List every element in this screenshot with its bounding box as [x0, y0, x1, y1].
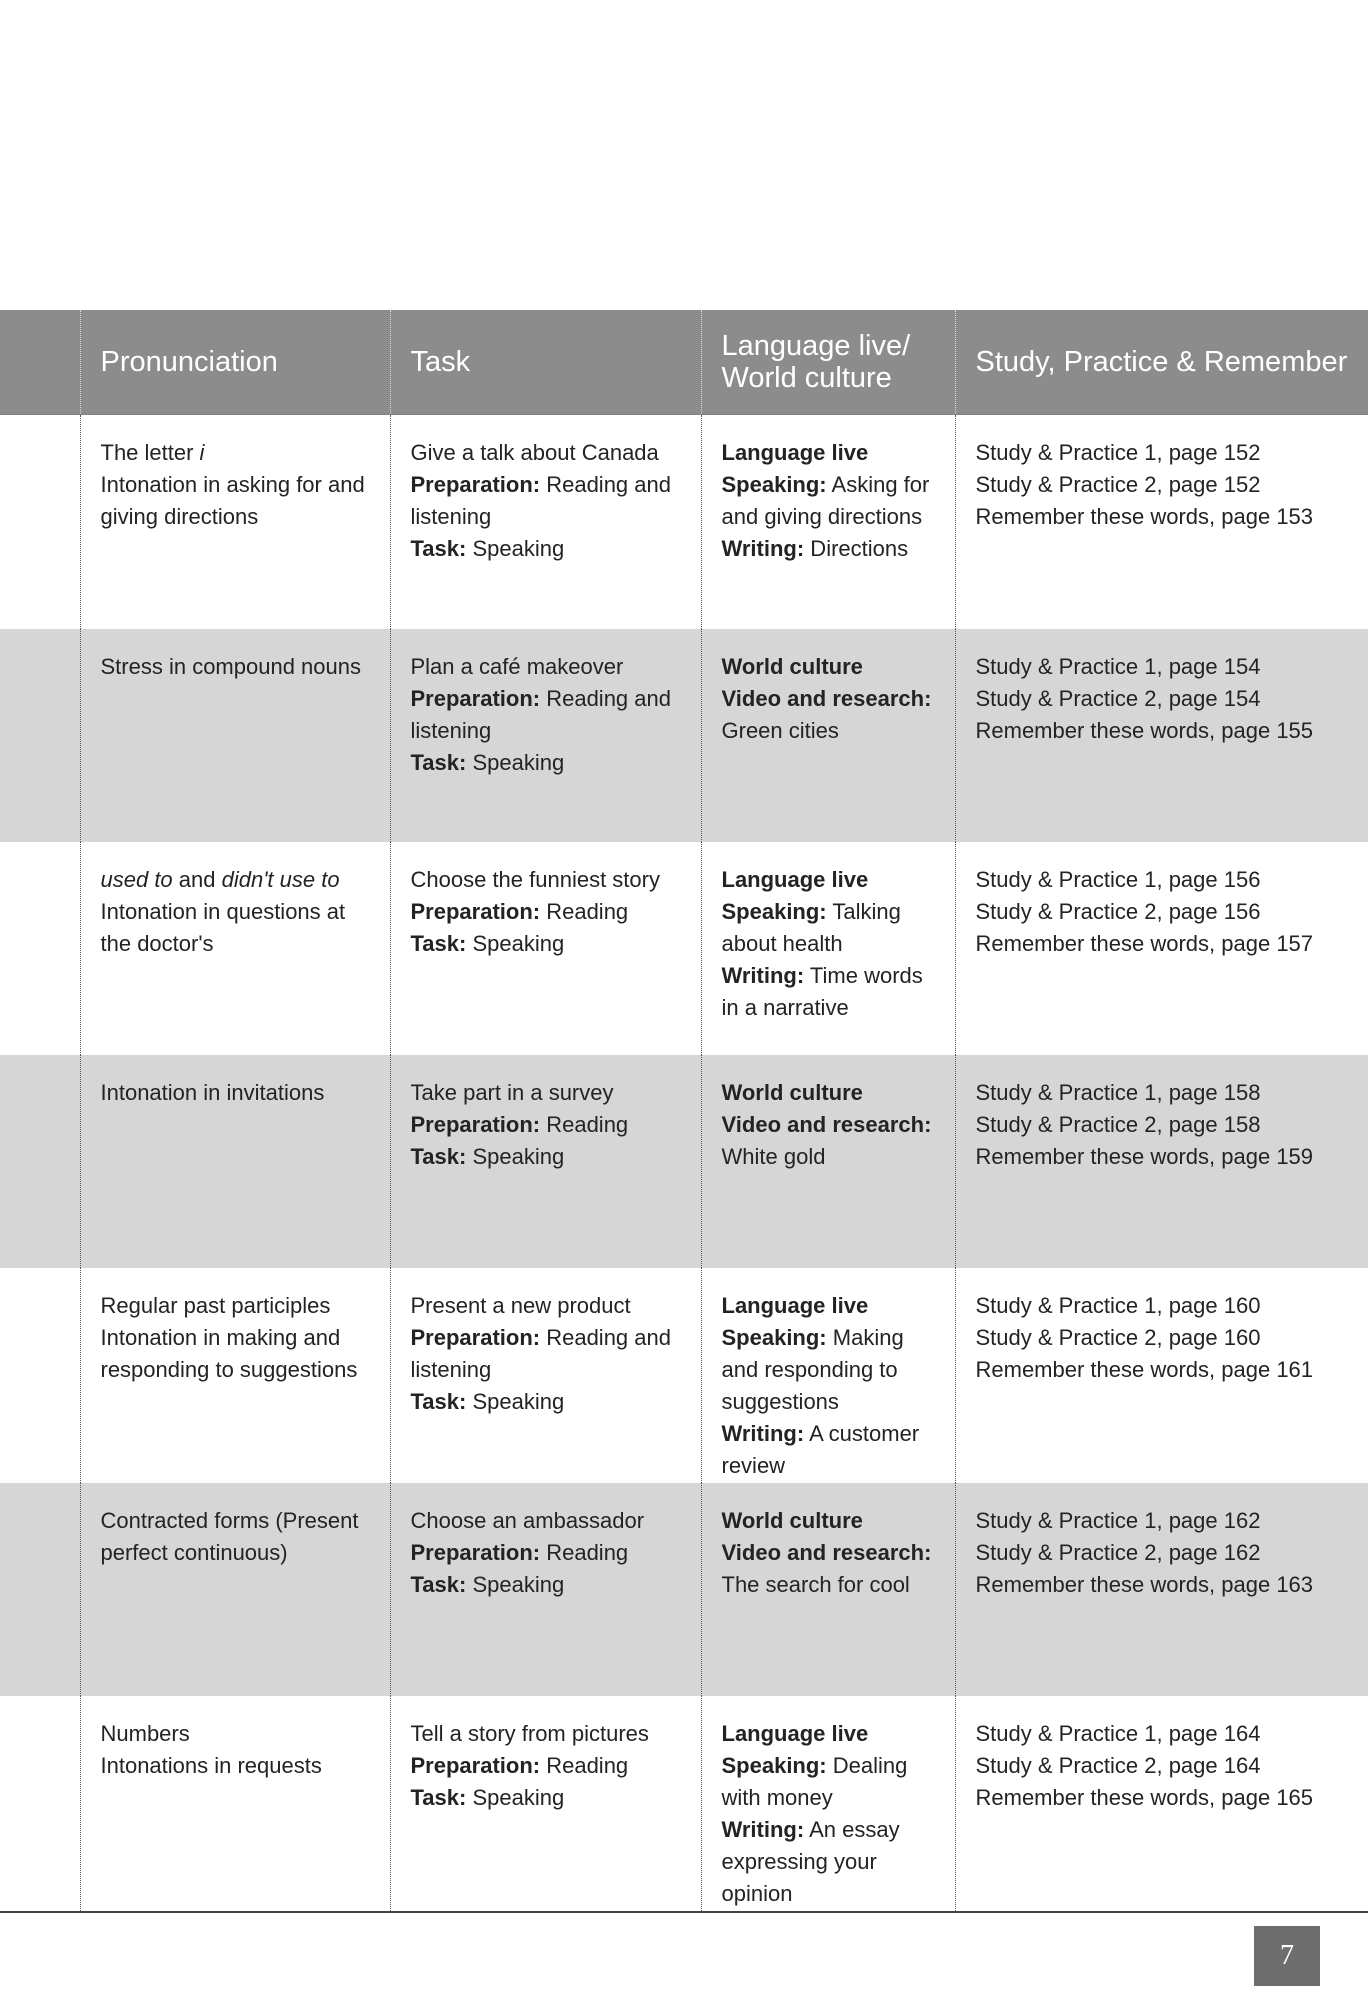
cell-line	[101, 437, 380, 469]
text-run: Preparation:	[410, 1111, 541, 1137]
text-run: Video and research:	[721, 685, 932, 711]
header-language-live-line2: World culture	[721, 362, 892, 394]
cell-line	[722, 1718, 945, 1750]
text-run: Writing:	[721, 1816, 805, 1842]
cell-line	[411, 533, 691, 565]
cell-line	[101, 864, 380, 896]
language-cell	[701, 1055, 955, 1268]
cell-line	[722, 1109, 945, 1173]
table-body	[0, 415, 1368, 1912]
study-reference: Study & Practice 1, page 162	[975, 1507, 1261, 1533]
study-reference: Study & Practice 2, page 156	[975, 898, 1261, 924]
cell-line	[722, 896, 945, 960]
table-header	[0, 310, 1368, 415]
syllabus-table	[0, 310, 1368, 1913]
study-reference: Study & Practice 1, page 156	[975, 866, 1261, 892]
cell-line	[101, 1322, 380, 1386]
language-cell	[701, 415, 955, 629]
table-row	[0, 1696, 1368, 1912]
text-run: Intonation in asking for and giving directions	[100, 472, 365, 529]
cell-line	[722, 1537, 945, 1601]
study-reference: Remember these words, page 153	[975, 504, 1314, 529]
study-reference: Study & Practice 1, page 152	[975, 440, 1261, 465]
cell-line	[411, 683, 691, 747]
task-cell	[390, 1696, 701, 1912]
row-blank-cell	[0, 629, 80, 842]
text-run: Speaking:	[721, 1752, 827, 1778]
text-run: Talking about health	[721, 898, 901, 956]
text-run: Task:	[410, 536, 467, 561]
header-pronunciation: Pronunciation	[80, 310, 390, 415]
text-run: Intonations in requests	[100, 1752, 322, 1778]
text-run: Language live	[721, 866, 869, 892]
cell-line	[411, 1569, 691, 1601]
text-run: Task:	[410, 930, 467, 956]
text-run: Writing:	[721, 962, 805, 988]
table-row	[0, 629, 1368, 842]
text-run: Speaking	[466, 749, 565, 775]
header-study: Study, Practice & Remember	[955, 310, 1368, 415]
text-run: i	[199, 440, 205, 465]
cell-line	[411, 1718, 691, 1750]
study-reference: Study & Practice 2, page 164	[975, 1752, 1261, 1778]
text-run: World culture	[721, 1079, 863, 1105]
text-run: An essay expressing your opinion	[721, 1816, 900, 1906]
pronunciation-cell	[80, 842, 390, 1055]
study-reference: Remember these words, page 161	[975, 1356, 1314, 1382]
text-run: Stress in compound nouns	[100, 653, 361, 679]
cell-line	[101, 1290, 380, 1322]
pronunciation-cell	[80, 1696, 390, 1912]
table-row	[0, 1483, 1368, 1696]
cell-line	[101, 1750, 380, 1782]
text-run: Regular past participles	[100, 1292, 331, 1318]
cell-line	[722, 1750, 945, 1814]
task-cell	[390, 415, 701, 629]
page-number-badge: 7	[1254, 1926, 1320, 1986]
text-run: White gold	[721, 1143, 826, 1169]
cell-line	[411, 928, 691, 960]
text-run: Preparation:	[410, 472, 541, 497]
study-reference: Study & Practice 2, page 152	[975, 472, 1261, 497]
text-run: A customer review	[721, 1420, 920, 1478]
study-cell	[955, 629, 1368, 842]
text-run: and	[172, 866, 222, 892]
study-reference: Remember these words, page 159	[975, 1143, 1314, 1169]
text-run: Asking for and giving directions	[721, 472, 930, 529]
text-run: Video and research:	[721, 1111, 932, 1137]
study-reference: Study & Practice 2, page 154	[975, 685, 1261, 711]
text-run: Intonation in making and responding to suggestions	[100, 1324, 358, 1382]
study-reference: Study & Practice 1, page 164	[975, 1720, 1261, 1746]
text-run: Speaking	[466, 536, 565, 561]
study-reference: Remember these words, page 157	[975, 930, 1314, 956]
header-row	[0, 310, 1368, 415]
cell-line	[101, 1718, 380, 1750]
cell-line	[411, 1109, 691, 1141]
text-run: Numbers	[100, 1720, 190, 1746]
cell-line	[722, 1322, 945, 1418]
study-cell	[955, 842, 1368, 1055]
task-cell	[390, 629, 701, 842]
language-cell	[701, 629, 955, 842]
text-run: used to	[100, 866, 173, 892]
text-run: Task:	[410, 1143, 467, 1169]
cell-line	[411, 864, 691, 896]
text-run: The letter	[100, 440, 200, 465]
text-run: Contracted forms (Present perfect continuous)	[100, 1507, 359, 1565]
study-reference: Remember these words, page 155	[975, 717, 1314, 743]
cell-line	[722, 683, 945, 747]
task-cell	[390, 1268, 701, 1483]
study-cell	[955, 1055, 1368, 1268]
text-run: Preparation:	[410, 685, 541, 711]
cell-line	[101, 896, 380, 960]
cell-line	[722, 533, 945, 565]
text-run: Task:	[410, 1784, 467, 1810]
text-run: Directions	[804, 536, 909, 561]
cell-line	[411, 651, 691, 683]
text-run: Time words in a narrative	[721, 962, 923, 1020]
language-cell	[701, 1483, 955, 1696]
task-cell	[390, 1055, 701, 1268]
cell-line	[411, 1782, 691, 1814]
text-run: The search for cool	[721, 1571, 910, 1597]
cell-line	[411, 1077, 691, 1109]
text-run: Speaking	[466, 1784, 565, 1810]
text-run: Present a new product	[410, 1292, 631, 1318]
text-run: Language live	[721, 440, 869, 465]
language-cell	[701, 842, 955, 1055]
text-run: Language live	[721, 1292, 869, 1318]
text-run: Speaking	[466, 1571, 565, 1597]
cell-line	[101, 651, 380, 683]
cell-line	[411, 747, 691, 779]
cell-line	[722, 437, 945, 469]
text-run: Take part in a survey	[410, 1079, 614, 1105]
cell-line	[411, 469, 691, 533]
cell-line	[411, 1750, 691, 1782]
cell-line	[101, 469, 380, 533]
header-task: Task	[390, 310, 701, 415]
cell-line	[411, 437, 691, 469]
cell-line	[411, 1322, 691, 1386]
text-run: Reading	[540, 1539, 629, 1565]
text-run: Speaking:	[721, 1324, 827, 1350]
text-run: Reading	[540, 1752, 629, 1778]
header-blank-cell	[0, 310, 80, 415]
cell-line	[411, 896, 691, 928]
cell-line	[722, 1077, 945, 1109]
header-language-live-line1: Language live/	[721, 330, 911, 362]
pronunciation-cell	[80, 629, 390, 842]
cell-line	[411, 1386, 691, 1418]
study-cell	[955, 1483, 1368, 1696]
row-blank-cell	[0, 1696, 80, 1912]
study-reference: Remember these words, page 165	[975, 1784, 1314, 1810]
text-run: Task:	[410, 1571, 467, 1597]
study-reference: Study & Practice 2, page 160	[975, 1324, 1261, 1350]
cell-line	[722, 1418, 945, 1482]
task-cell	[390, 842, 701, 1055]
row-blank-cell	[0, 1483, 80, 1696]
text-run: Task:	[410, 1388, 467, 1414]
cell-line	[722, 1505, 945, 1537]
text-run: Choose an ambassador	[410, 1507, 645, 1533]
pronunciation-cell	[80, 1055, 390, 1268]
text-run: World culture	[721, 1507, 863, 1533]
row-blank-cell	[0, 1055, 80, 1268]
text-run: didn't use to	[221, 866, 340, 892]
table-row	[0, 1268, 1368, 1483]
pronunciation-cell	[80, 1268, 390, 1483]
header-language-live	[701, 310, 955, 415]
cell-line	[722, 469, 945, 533]
text-run: Give a talk about Canada	[410, 440, 659, 465]
text-run: Speaking	[466, 930, 565, 956]
text-run: Dealing with money	[721, 1752, 908, 1810]
text-run: Speaking	[466, 1143, 565, 1169]
text-run: Preparation:	[410, 1539, 541, 1565]
table-row	[0, 842, 1368, 1055]
text-run: Preparation:	[410, 1752, 541, 1778]
study-cell	[955, 1696, 1368, 1912]
text-run: Reading and listening	[410, 472, 671, 529]
text-run: Intonation in questions at the doctor's	[100, 898, 346, 956]
cell-line	[722, 864, 945, 896]
text-run: Writing:	[721, 1420, 805, 1446]
cell-line	[411, 1537, 691, 1569]
study-reference: Study & Practice 1, page 154	[975, 653, 1261, 679]
row-blank-cell	[0, 1268, 80, 1483]
cell-line	[722, 651, 945, 683]
cell-line	[411, 1141, 691, 1173]
study-reference: Study & Practice 1, page 160	[975, 1292, 1261, 1318]
text-run: Plan a café makeover	[410, 653, 624, 679]
text-run: Reading	[540, 898, 629, 924]
text-run: World culture	[721, 653, 863, 679]
text-run: Reading	[540, 1111, 629, 1137]
cell-line	[101, 1077, 380, 1109]
text-run: Making and responding to suggestions	[721, 1324, 904, 1414]
table-row	[0, 1055, 1368, 1268]
row-blank-cell	[0, 842, 80, 1055]
text-run: Language live	[721, 1720, 869, 1746]
language-cell	[701, 1696, 955, 1912]
task-cell	[390, 1483, 701, 1696]
text-run: Task:	[410, 749, 467, 775]
study-reference: Remember these words, page 163	[975, 1571, 1314, 1597]
text-run: Writing:	[721, 536, 805, 561]
text-run: Reading and listening	[410, 685, 671, 743]
text-run: Green cities	[721, 717, 839, 743]
study-reference: Study & Practice 2, page 162	[975, 1539, 1261, 1565]
cell-line	[411, 1505, 691, 1537]
study-reference: Study & Practice 1, page 158	[975, 1079, 1261, 1105]
pronunciation-cell	[80, 1483, 390, 1696]
language-cell	[701, 1268, 955, 1483]
table-row	[0, 415, 1368, 629]
study-cell	[955, 415, 1368, 629]
study-reference: Study & Practice 2, page 158	[975, 1111, 1261, 1137]
text-run: Reading and listening	[410, 1324, 671, 1382]
row-blank-cell	[0, 415, 80, 629]
text-run: Preparation:	[410, 898, 541, 924]
pronunciation-cell	[80, 415, 390, 629]
cell-line	[722, 1814, 945, 1910]
text-run: Tell a story from pictures	[410, 1720, 649, 1746]
cell-line	[101, 1505, 380, 1569]
text-run: Speaking:	[721, 898, 827, 924]
study-cell	[955, 1268, 1368, 1483]
text-run: Speaking:	[721, 472, 827, 497]
cell-line	[722, 960, 945, 1024]
cell-line	[411, 1290, 691, 1322]
cell-line	[722, 1290, 945, 1322]
text-run: Speaking	[466, 1388, 565, 1414]
text-run: Preparation:	[410, 1324, 541, 1350]
text-run: Video and research:	[721, 1539, 932, 1565]
text-run: Intonation in invitations	[100, 1079, 325, 1105]
text-run: Choose the funniest story	[410, 866, 660, 892]
